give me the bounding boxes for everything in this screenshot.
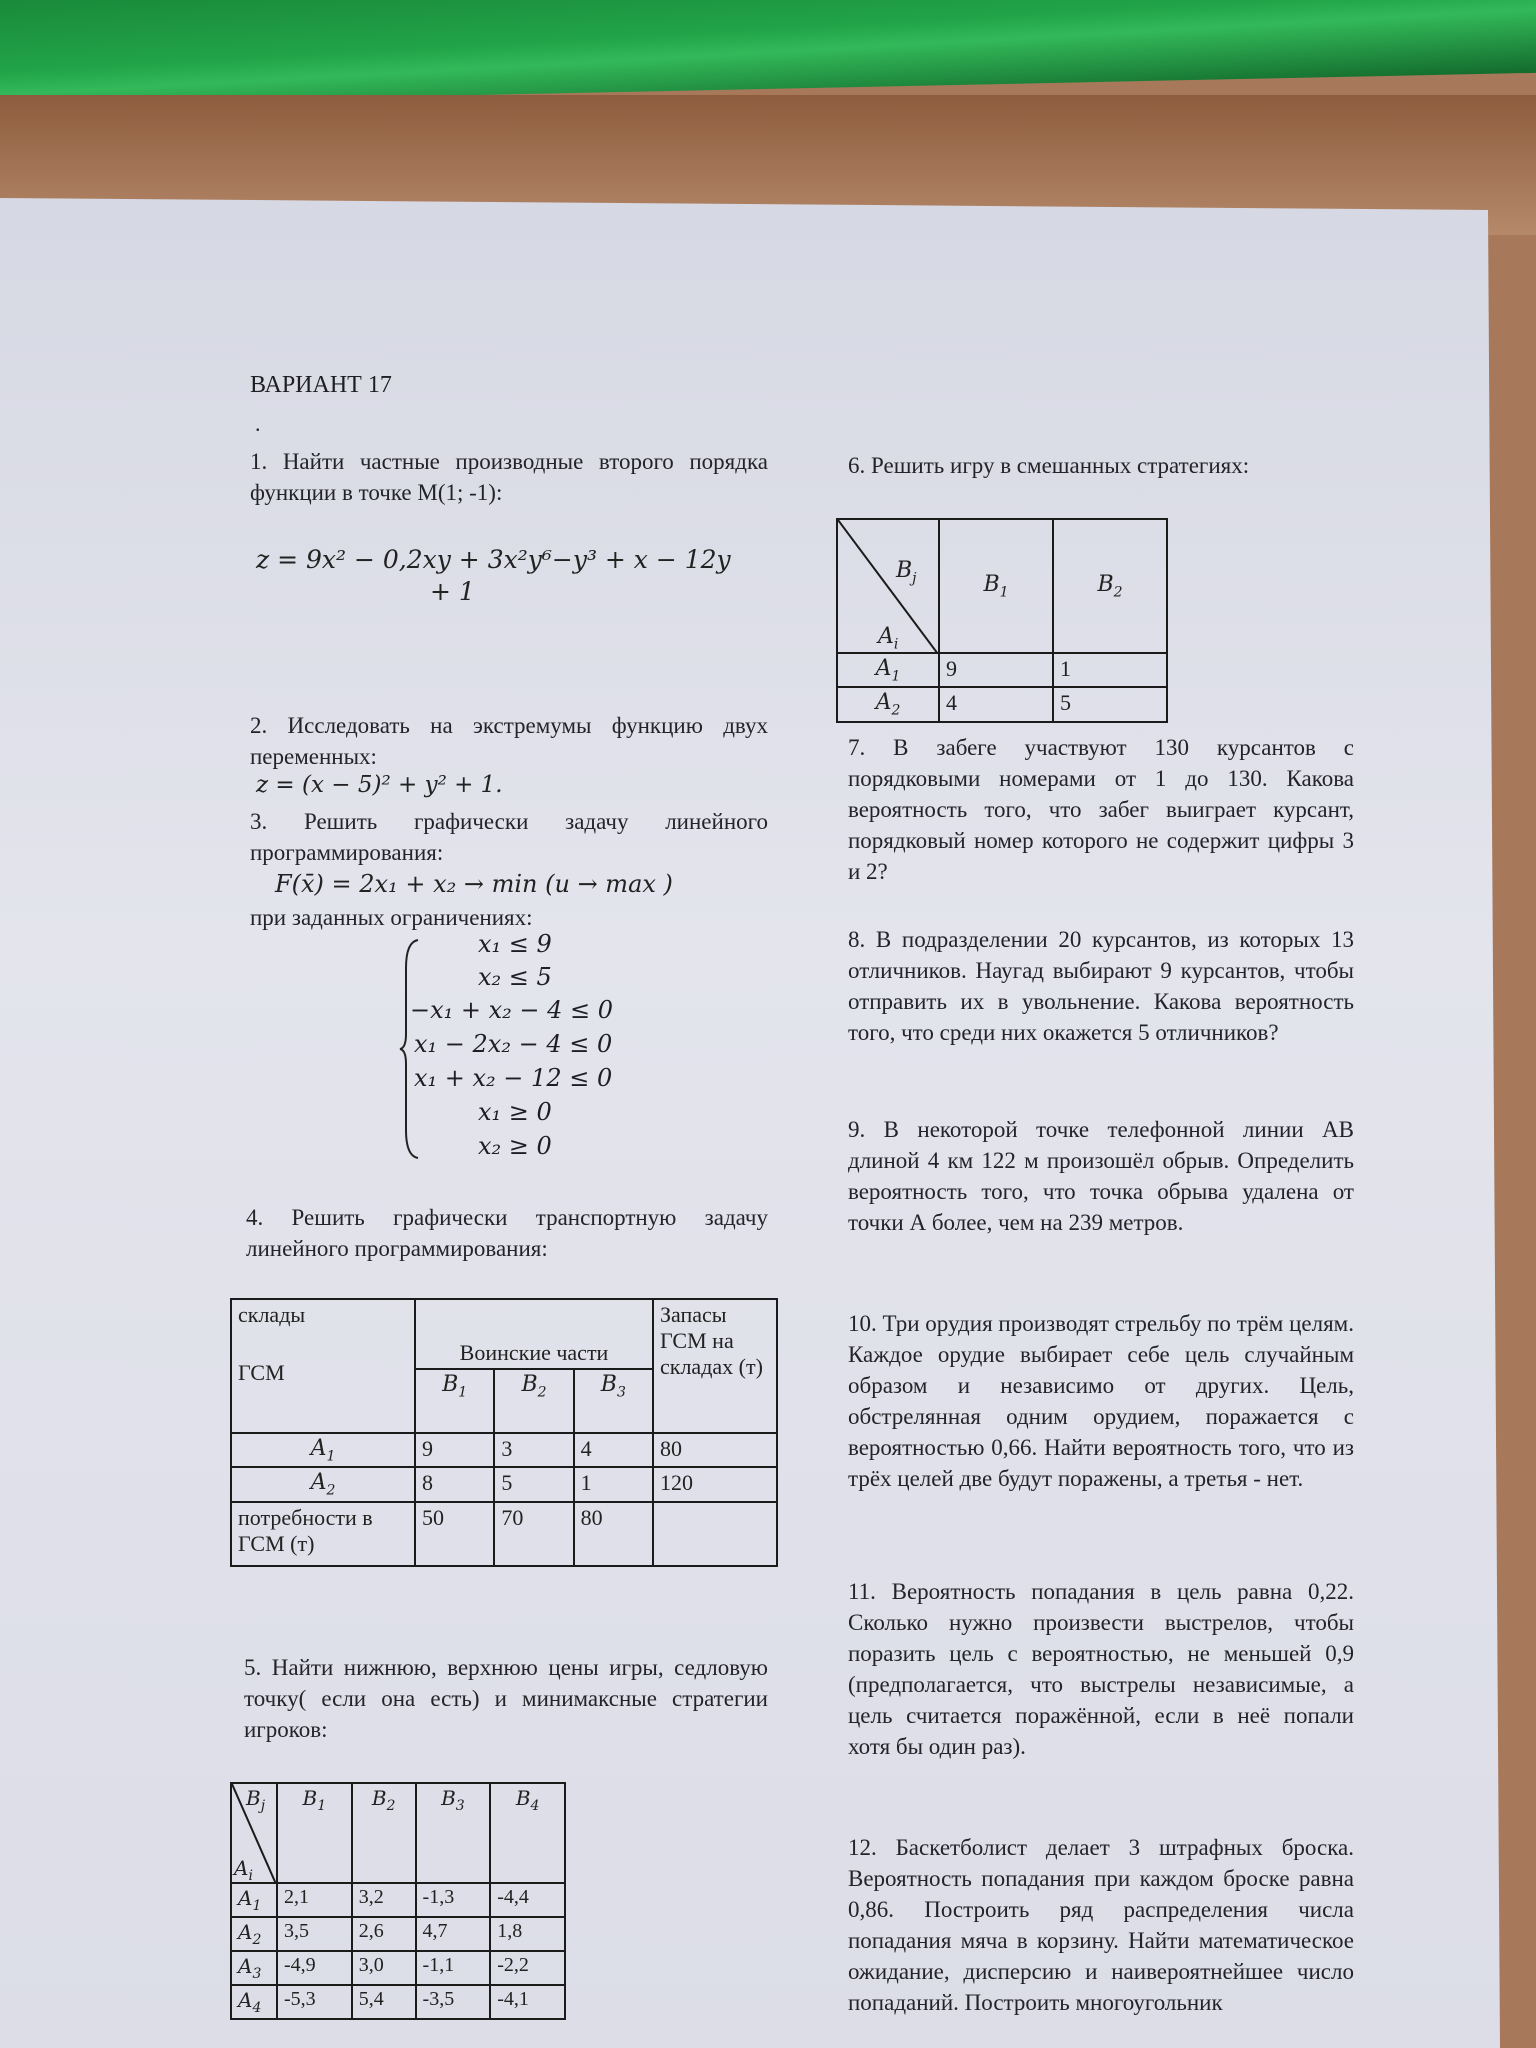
table-cell: 80 — [574, 1502, 653, 1566]
constraint: x₂ ≥ 0 — [478, 1132, 552, 1160]
demand-label: потребности в ГСМ (т) — [231, 1502, 415, 1566]
task-2-text: 2. Исследовать на экстремумы функцию двух переменных: — [250, 713, 768, 769]
table-cell: 5 — [1053, 687, 1167, 721]
green-book-cover — [0, 0, 1536, 105]
row-header: $A_1$ — [837, 653, 939, 687]
table-cell: 50 — [415, 1502, 494, 1566]
header-gsm: ГСМ — [238, 1360, 285, 1385]
col-header: $B_1$ — [939, 519, 1053, 653]
table-cell: 3,2 — [352, 1883, 416, 1917]
row-header: $A_1$ — [231, 1883, 277, 1917]
task-4-text: 4. Решить графически транспортную задачу линейного программирования: — [246, 1205, 768, 1261]
table-cell: 3,5 — [277, 1917, 352, 1951]
constraint: x₁ − 2x₂ − 4 ≤ 0 — [414, 1030, 613, 1058]
table-cell: 4 — [939, 687, 1053, 721]
task-3-text: 3. Решить графически задачу линейного программирования: — [250, 809, 768, 865]
constraint: x₁ + x₂ − 12 ≤ 0 — [414, 1064, 613, 1092]
task-11-text: 11. Вероятность попадания в цель равна 0,22. Сколько нужно произвести выстрелов, чтобы поразить цель с вероятностью, не меньшей 0,9 (предполагается, что выстрелы независимые, а цель считается поражённой, если в неё попали хотя бы один раз). — [848, 1579, 1354, 1759]
table-cell: 2,6 — [352, 1917, 416, 1951]
col-header: $B_2$ — [1053, 519, 1167, 653]
constraint: x₁ ≤ 9 — [478, 930, 552, 958]
table-cell: 9 — [939, 653, 1053, 687]
game-matrix-table — [230, 1782, 566, 2020]
col-header: $B_4$ — [490, 1783, 565, 1883]
table-cell: 1 — [1053, 653, 1167, 687]
task-6-text: 6. Решить игру в смешанных стратегиях: — [848, 453, 1250, 478]
corner-bottom-label: $A_i$ — [234, 1856, 253, 1884]
task-1-formula-cont: + 1 — [430, 577, 475, 606]
table-cell: 4 — [574, 1433, 653, 1467]
table-cell: -5,3 — [277, 1985, 352, 2019]
table-cell: 3 — [494, 1433, 573, 1467]
constraint: x₁ ≥ 0 — [478, 1098, 552, 1126]
task-12-text: 12. Баскетболист делает 3 штрафных броска. Вероятность попадания при каждом броске равна 0,86. Построить ряд распределения числа попадания мяча в корзину. Найти математическое ожидание, дисперсию и наивероятнейшее число попаданий. Построить многоугольник — [848, 1835, 1354, 2015]
table-cell: -1,3 — [416, 1883, 491, 1917]
task-7-text: 7. В забеге участвуют 130 курсантов с порядковыми номерами от 1 до 130. Какова вероятность того, что забег выиграет курсант, порядковый номер которого не содержит цифры 3 и 2? — [848, 735, 1354, 884]
col-header: $B_2$ — [352, 1783, 416, 1883]
corner-top-label: $B_j$ — [896, 558, 917, 587]
header-parts: Воинские части — [415, 1299, 653, 1369]
corner-bottom-label: $A_i$ — [878, 624, 899, 653]
col-header: $B_3$ — [574, 1369, 653, 1433]
col-header: $B_3$ — [416, 1783, 491, 1883]
task-9-text: 9. В некоторой точке телефонной линии АВ длиной 4 км 122 м произошёл обрыв. Определить вероятность того, что точка обрыва удалена от точки А более, чем на 239 метров. — [848, 1117, 1354, 1235]
row-header: $A_2$ — [231, 1917, 277, 1951]
col-header: $B_1$ — [277, 1783, 352, 1883]
task-2-formula: z = (x − 5)² + y² + 1. — [256, 772, 503, 798]
table-cell: 3,0 — [352, 1951, 416, 1985]
constraint: −x₁ + x₂ − 4 ≤ 0 — [410, 996, 614, 1024]
header-stock: Запасы ГСМ на складах (т) — [653, 1299, 777, 1433]
transport-table — [230, 1298, 778, 1567]
mixed-game-table — [836, 518, 1168, 723]
row-header: $A_2$ — [231, 1467, 415, 1501]
corner-cell — [231, 1783, 277, 1883]
task-5-text: 5. Найти нижнюю, верхнюю цены игры, седловую точку( если она есть) и минимаксные стратегии игроков: — [244, 1655, 768, 1742]
table-cell: -3,5 — [416, 1985, 491, 2019]
stray-dot: . — [255, 411, 261, 436]
table-cell: -4,9 — [277, 1951, 352, 1985]
header-sklady-gsm — [231, 1299, 415, 1433]
task-8-text: 8. В подразделении 20 курсантов, из которых 13 отличников. Наугад выбирают 9 курсантов, чтобы отправить их в увольнение. Какова вероятность того, что среди них окажется 5 отличников? — [848, 927, 1354, 1045]
corner-top-label: $B_j$ — [246, 1786, 266, 1814]
row-header: $A_4$ — [231, 1985, 277, 2019]
table-cell: 120 — [653, 1467, 777, 1501]
row-header: $A_2$ — [837, 687, 939, 721]
table-cell: 9 — [415, 1433, 494, 1467]
constraint: x₂ ≤ 5 — [478, 963, 552, 991]
col-header: $B_1$ — [415, 1369, 494, 1433]
corner-cell — [837, 519, 939, 653]
table-cell: 1 — [574, 1467, 653, 1501]
row-header: $A_1$ — [231, 1433, 415, 1467]
header-sklady: склады — [238, 1302, 306, 1327]
table-cell: 5,4 — [352, 1985, 416, 2019]
row-header: $A_3$ — [231, 1951, 277, 1985]
col-header: $B_2$ — [494, 1369, 573, 1433]
task-1-formula: z = 9x² − 0,2xy + 3x²y⁶−y³ + x − 12y — [256, 545, 731, 574]
table-cell: 8 — [415, 1467, 494, 1501]
table-cell: 1,8 — [490, 1917, 565, 1951]
table-cell: -4,1 — [490, 1985, 565, 2019]
task-3-constraints-intro: при заданных ограничениях: — [250, 905, 533, 930]
task-3-objective: F(x̄) = 2x₁ + x₂ → min (и → max ) — [275, 870, 673, 898]
table-cell: -2,2 — [490, 1951, 565, 1985]
task-1-text: 1. Найти частные производные второго порядка функции в точке М(1; -1): — [250, 449, 768, 505]
table-cell — [653, 1502, 777, 1566]
table-cell: -4,4 — [490, 1883, 565, 1917]
table-cell: -1,1 — [416, 1951, 491, 1985]
table-cell: 2,1 — [277, 1883, 352, 1917]
table-cell: 70 — [494, 1502, 573, 1566]
table-cell: 4,7 — [416, 1917, 491, 1951]
variant-title: ВАРИАНТ 17 — [250, 372, 392, 398]
task-10-text: 10. Три орудия производят стрельбу по трём целям. Каждое орудие выбирает себе цель случайным образом и независимо от других. Цель, обстрелянная одним орудием, поражается с вероятностью 0,66. Найти вероятность того, что из трёх целей две будут поражены, а третья - нет. — [848, 1311, 1354, 1491]
table-cell: 5 — [494, 1467, 573, 1501]
table-cell: 80 — [653, 1433, 777, 1467]
